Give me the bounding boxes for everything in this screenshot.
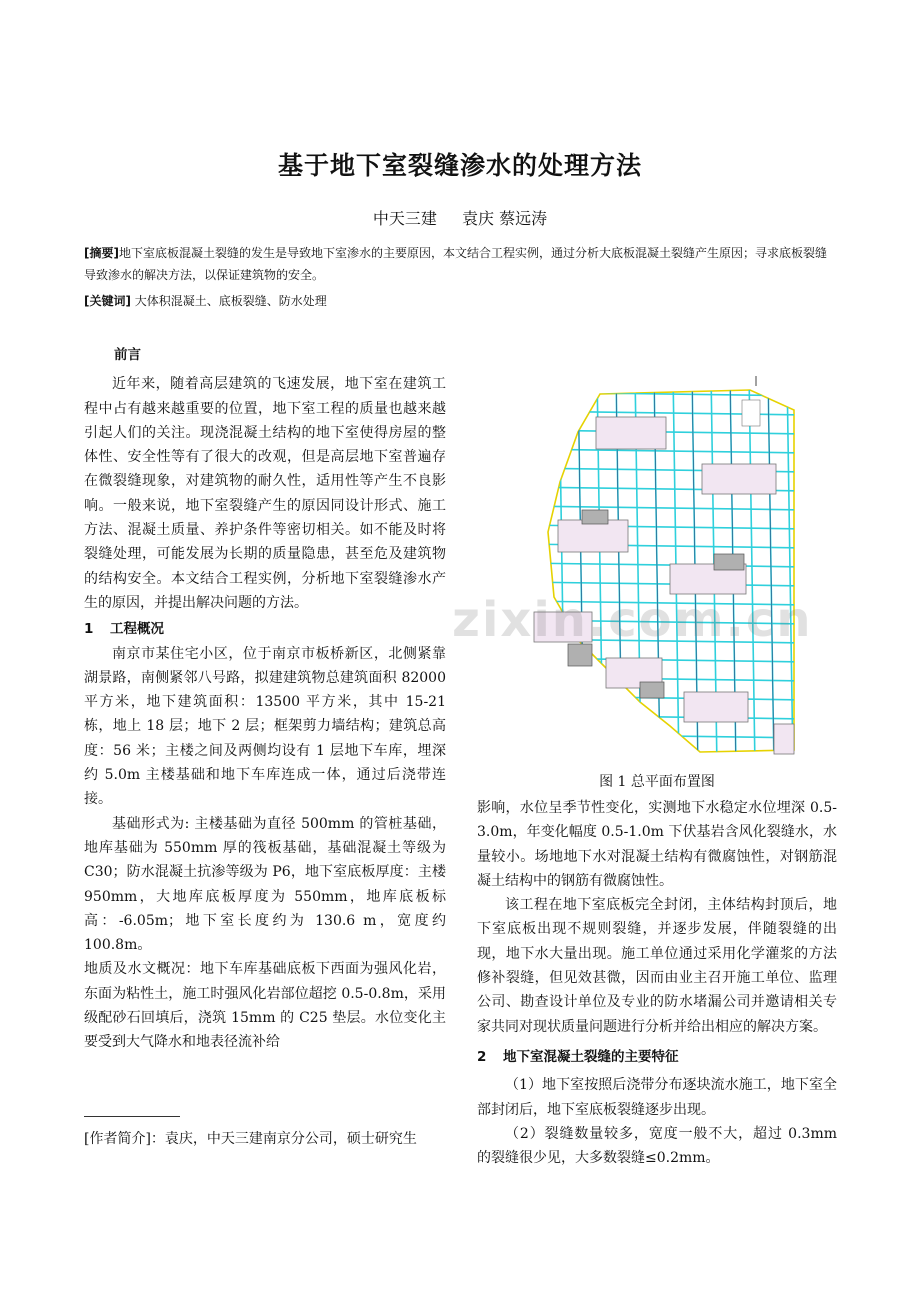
keywords-text: 大体积混凝土、底板裂缝、防水处理	[130, 294, 327, 308]
section-1-number: 1	[84, 621, 94, 638]
left-column	[84, 343, 446, 1055]
section-2-item-2: （2）裂缝数量较多，宽度一般不大，超过 0.3mm 的裂缝很少见，大多数裂缝≤0.2mm。	[477, 1125, 837, 1167]
footnote-rule	[84, 1116, 180, 1117]
section-2-item-1: （1）地下室按照后浇带分布逐块流水施工，地下室全部封闭后，地下室底板裂缝逐步出现。	[477, 1077, 837, 1118]
keywords-label: [关键词]	[84, 294, 131, 308]
right-column	[477, 796, 837, 1170]
abstract	[84, 242, 838, 286]
section-1-paragraph-2: 基础形式为: 主楼基础为直径 500mm 的管桩基础，地库基础为 550mm 厚的筏板基础，基础混凝土等级为 C30；防水混凝土抗渗等级为 P6，地下室底板厚度：主楼 950mm，大地库底板厚度为 550mm，地库底板标高：-6.05m；地下室长度约为 130.6 m，宽度约 100.8m。	[84, 815, 446, 954]
right-paragraph-1: 影响，水位呈季节性变化，实测地下水稳定水位埋深 0.5-3.0m，年变化幅度 0.5-1.0m 下伏基岩含风化裂缝水，水量较小。场地地下水对混凝土结构有微腐蚀性，对钢筋混凝土结构中的钢筋有微腐蚀性。	[477, 800, 837, 889]
figure-caption: 图 1 总平面布置图	[599, 774, 715, 790]
preface-paragraph: 近年来，随着高层建筑的飞速发展，地下室在建筑工程中占有越来越重要的位置，地下室工程的质量也越来越引起人们的关注。现浇混凝土结构的地下室使得房屋的整体性、安全性等有了很大的改观，但是高层地下室普遍存在微裂缝现象，对建筑物的耐久性，适用性等产生不良影响。一般来说，地下室裂缝产生的原因同设计形式、施工方法、混凝土质量、养护条件等密切相关。如不能及时将裂缝处理，可能发展为长期的质量隐患，甚至危及建筑物的结构安全。本文结合工程实例，分析地下室裂缝渗水产生的原因，并提出解决问题的方法。	[84, 376, 446, 611]
site-plan-figure	[520, 372, 810, 768]
authors	[0, 206, 920, 229]
author-org: 中天三建	[372, 209, 437, 228]
watermark: zixin.com.cn	[452, 592, 813, 648]
section-1-paragraph-3: 地质及水文概况：地下车库基础底板下西面为强风化岩，东面为粘性土，施工时强风化岩部位超挖 0.5-0.8m，采用级配砂石回填后，浇筑 15mm 的 C25 垫层。水位变化主要受到大气降水和地表径流补给	[84, 961, 446, 1051]
right-paragraph-2: 该工程在地下室底板完全封闭，主体结构封顶后，地下室底板出现不规则裂缝，并逐步发展，伴随裂缝的出现，地下水大量出现。施工单位通过采用化学灌浆的方法修补裂缝，但见效甚微，因而由业主召开施工单位、监理公司、勘查设计单位及专业的防水堵漏公司并邀请相关专家共同对现状质量问题进行分析并给出相应的解决方案。	[477, 897, 837, 1035]
section-1-title: 工程概况	[110, 621, 164, 638]
section-2-number: 2	[477, 1048, 487, 1065]
paper-title: 基于地下室裂缝渗水的处理方法	[277, 151, 642, 180]
section-2-title: 地下室混凝土裂缝的主要特征	[503, 1048, 679, 1065]
abstract-label: [摘要]	[84, 246, 119, 260]
building-blocks	[534, 400, 794, 754]
site-plan-drawing	[520, 372, 810, 768]
section-1-heading	[84, 617, 446, 641]
section-1-paragraph-1: 南京市某住宅小区，位于南京市板桥新区，北侧紧靠湖景路，南侧紧邻八号路，拟建建筑物总建筑面积 82000 平方米，地下建筑面积：13500 平方米，其中 15-21 栋，地上 18 层；地下 2 层；框架剪力墙结构；建筑总高度：56 米；主楼之间及两侧均设有 1 层地下车库，埋深约 5.0m 主楼基础和地下车库连成一体，通过后浇带连接。	[84, 645, 446, 808]
author-names: 袁庆 蔡远涛	[462, 209, 548, 228]
author-footnote: [作者简介]：袁庆，中天三建南京分公司，硕士研究生	[84, 1131, 417, 1147]
keywords	[84, 290, 838, 312]
abstract-text: 地下室底板混凝土裂缝的发生是导致地下室渗水的主要原因，本文结合工程实例，通过分析大底板混凝土裂缝产生原因；寻求底板裂缝导致渗水的解决方法，以保证建筑物的安全。	[84, 246, 827, 282]
preface-heading: 前言	[114, 347, 141, 363]
section-2-heading	[477, 1045, 837, 1069]
